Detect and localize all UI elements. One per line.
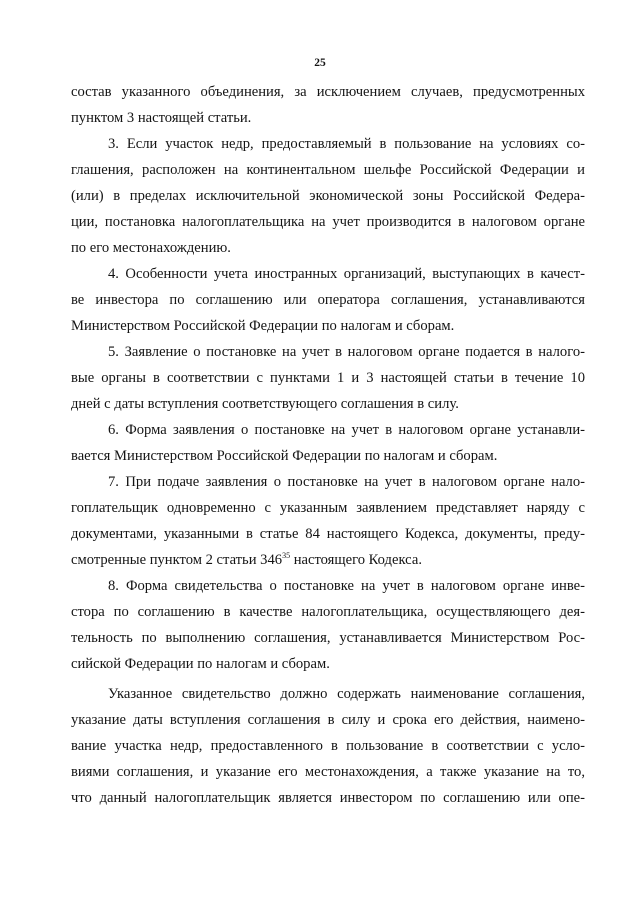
superscript-number: 35 [282, 551, 291, 560]
text-span: смотренные пунктом 2 статьи 346 [71, 552, 283, 568]
text-line: вание участка недр, предоставленного в пользование в соответствии с усло- [71, 738, 585, 754]
text-line: (или) в пределах исключительной экономической зоны Российской Федера- [71, 188, 585, 204]
text-line: виями соглашения, и указание его местонахождения, а также указание на то, [71, 764, 585, 780]
text-line: Министерством Российской Федерации по налогам и сборам. [71, 318, 455, 334]
page-number: 25 [314, 57, 326, 69]
text-line: сийской Федерации по налогам и сборам. [71, 656, 330, 672]
text-line-with-superscript [71, 550, 585, 570]
text-line: документами, указанными в статье 84 настоящего Кодекса, документы, преду- [71, 526, 585, 542]
text-line: тельность по выполнению соглашения, устанавливается Министерством Рос- [71, 630, 585, 646]
text-line: Указанное свидетельство должно содержать наименование соглашения, [108, 686, 585, 702]
text-line: вается Министерством Российской Федерации по налогам и сборам. [71, 448, 498, 464]
text-line: стора по соглашению в качестве налогоплательщика, осуществляющего дея- [71, 604, 585, 620]
text-line: 4. Особенности учета иностранных организаций, выступающих в качест- [108, 266, 585, 282]
text-line: глашения, расположен на континентальном шельфе Российской Федерации и [71, 162, 585, 178]
text-line: по его местонахождению. [71, 240, 231, 256]
text-line: ве инвестора по соглашению или оператора соглашения, устанавливаются [71, 292, 585, 308]
text-line: пунктом 3 настоящей статьи. [71, 110, 252, 126]
text-line: 6. Форма заявления о постановке на учет в налоговом органе устанавли- [108, 422, 585, 438]
text-line: 5. Заявление о постановке на учет в налоговом органе подается в налого- [108, 344, 585, 360]
text-line: вые органы в соответствии с пунктами 1 и 3 настоящей статьи в течение 10 [71, 370, 585, 386]
text-line: гоплательщик одновременно с указанным заявлением представляет наряду с [71, 500, 585, 516]
text-line: указание даты вступления соглашения в силу и срока его действия, наимено- [71, 712, 585, 728]
text-line: ции, постановка налогоплательщика на учет производится в налоговом органе [71, 214, 585, 230]
text-line: состав указанного объединения, за исключением случаев, предусмотренных [71, 84, 585, 100]
text-span: настоящего Кодекса. [290, 552, 422, 568]
text-line: 3. Если участок недр, предоставляемый в пользование на условиях со- [108, 136, 585, 152]
text-line: дней с даты вступления соответствующего соглашения в силу. [71, 396, 459, 412]
text-line: что данный налогоплательщик является инвестором по соглашению или опе- [71, 790, 585, 806]
text-line: 8. Форма свидетельства о постановке на учет в налоговом органе инве- [108, 578, 585, 594]
text-line: 7. При подаче заявления о постановке на учет в налоговом органе нало- [108, 474, 585, 490]
